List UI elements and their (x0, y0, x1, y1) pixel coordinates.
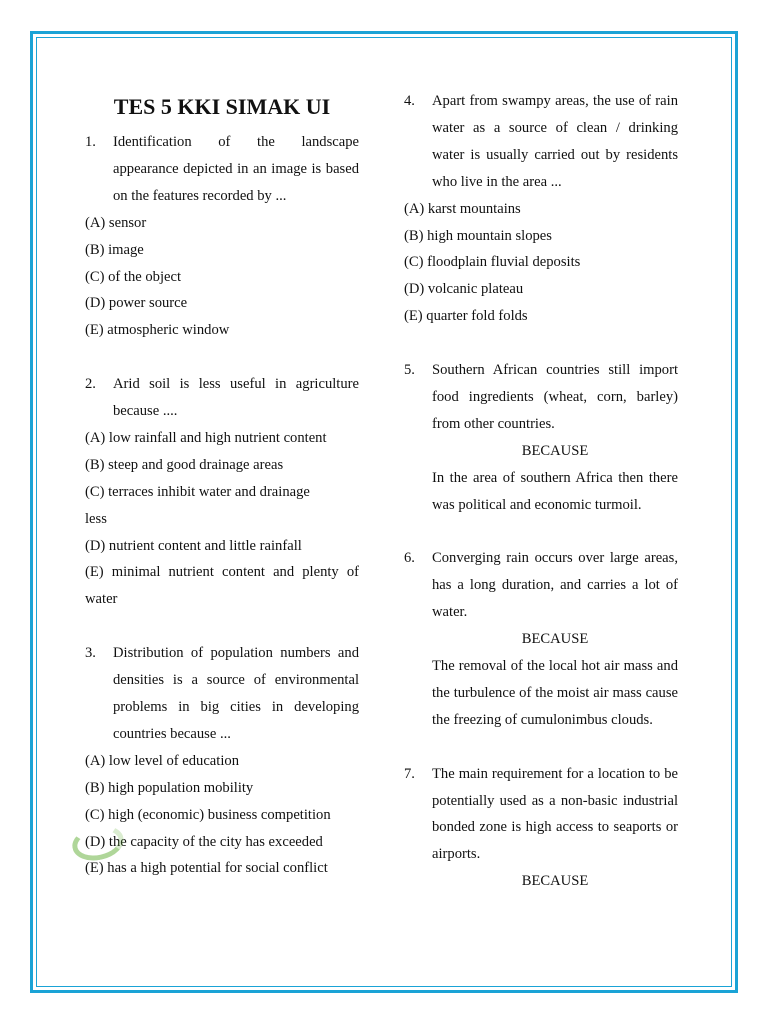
left-column (85, 129, 359, 882)
option: (A) karst mountains (404, 200, 521, 217)
option: (C) terraces inhibit water and drainage (85, 483, 310, 500)
option: (A) low level of education (85, 752, 239, 769)
option: (C) floodplain fluvial deposits (404, 254, 581, 271)
question-stem: The main requirement for a location to be potentially used as a non-basic industrial bonded zone is high access to seaports or airports. (432, 765, 678, 863)
option: (E) quarter fold folds (404, 308, 528, 325)
because-label: BECAUSE (521, 442, 589, 459)
question-number: 2. (85, 376, 96, 393)
option: (B) steep and good drainage areas (85, 456, 284, 473)
question-stem: Distribution of population numbers and densities is a source of environmental problems in big cities in developing countries because ... (113, 645, 359, 742)
option: (B) high population mobility (85, 779, 254, 796)
question-6 (404, 545, 678, 626)
question-4 (404, 88, 678, 196)
question-stem: Apart from swampy areas, the use of rain water as a source of clean / drinking water is usually carried out by residents who live in the area ... (432, 93, 678, 190)
option: (E) atmospheric window (85, 322, 230, 339)
option: (A) sensor (85, 214, 147, 231)
because-label: BECAUSE (521, 631, 589, 648)
question-number: 7. (404, 765, 415, 782)
option: (B) high mountain slopes (404, 227, 552, 244)
question-5 (404, 357, 678, 438)
question-7 (404, 761, 678, 869)
option: less (85, 510, 107, 527)
question-stem: Southern African countries still import food ingredients (wheat, corn, barley) from other countries. (432, 362, 678, 432)
page-title: TES 5 KKI SIMAK UI (113, 94, 331, 119)
reason-text: The removal of the local hot air mass and the turbulence of the moist air mass cause the freezing of cumulonimbus clouds. (432, 658, 678, 728)
because-label: BECAUSE (521, 873, 589, 890)
question-2 (85, 371, 359, 425)
question-number: 1. (85, 134, 96, 150)
question-number: 5. (404, 362, 415, 379)
question-stem: Arid soil is less useful in agriculture because .... (113, 376, 359, 420)
right-column (404, 88, 678, 895)
question-stem: Converging rain occurs over large areas, has a long duration, and carries a lot of water. (432, 550, 678, 621)
question-number: 6. (404, 550, 415, 567)
option: (E) has a high potential for social conflict (85, 860, 328, 877)
option: (B) image (85, 241, 144, 258)
question-1 (85, 129, 359, 210)
question-number: 4. (404, 93, 415, 109)
question-number: 3. (85, 645, 96, 662)
reason-text: In the area of southern Africa then there was political and economic turmoil. (432, 469, 678, 513)
question-stem: Identification of the landscape appearance depicted in an image is based on the features recorded by ... (113, 134, 359, 204)
option: (D) power source (85, 295, 188, 312)
option: (D) volcanic plateau (404, 281, 524, 298)
option: (C) high (economic) business competition (85, 806, 331, 823)
option: (D) nutrient content and little rainfall (85, 537, 302, 554)
question-3 (85, 640, 359, 748)
option: (C) of the object (85, 268, 182, 285)
option: (A) low rainfall and high nutrient content (85, 429, 327, 446)
option: (E) minimal nutrient content and plenty of water (85, 564, 359, 608)
option: (D) the capacity of the city has exceeded (85, 833, 323, 850)
